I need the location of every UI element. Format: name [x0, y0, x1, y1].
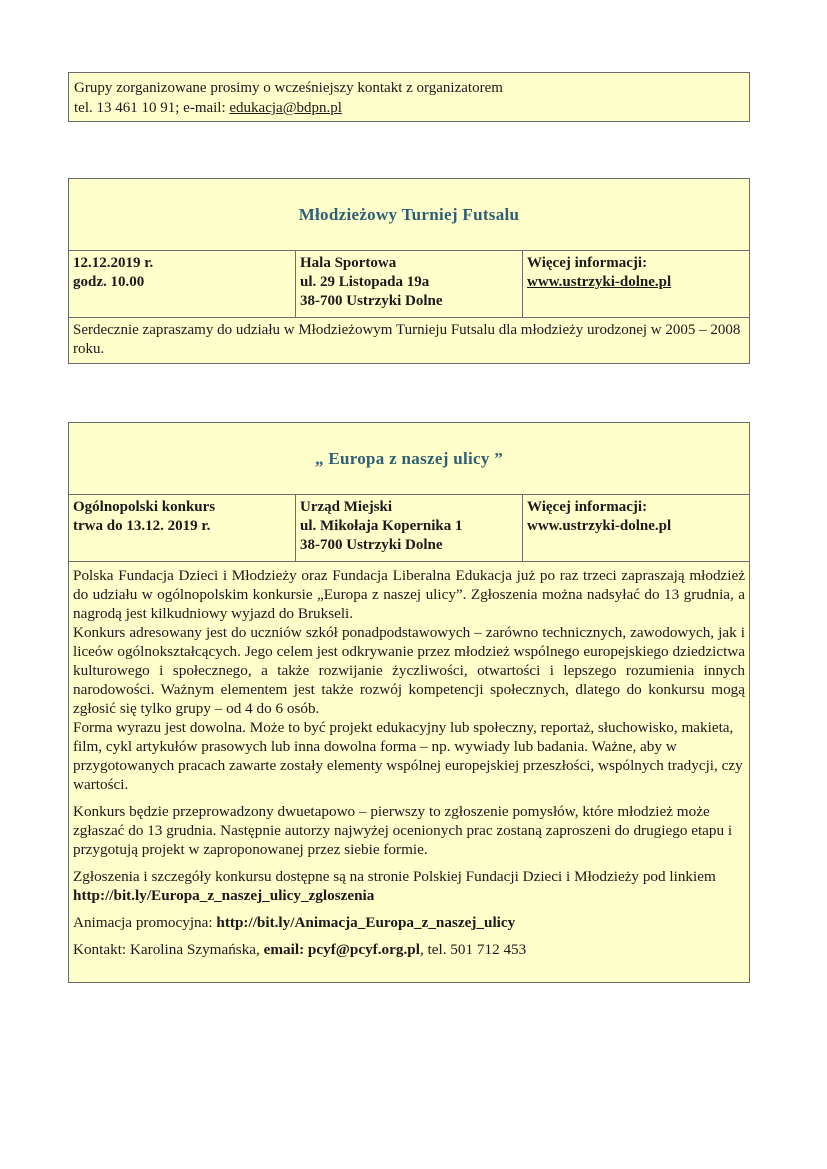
futsal-venue-cell [296, 251, 523, 317]
futsal-description: Serdecznie zapraszamy do udziału w Młodzieżowym Turnieju Futsalu dla młodzieży urodzonej w 2005 – 2008 roku. [73, 322, 741, 357]
europa-event-box [68, 422, 750, 983]
europa-promo-link[interactable]: http://bit.ly/Animacja_Europa_z_naszej_ulicy [216, 914, 516, 931]
europa-contest-cell [69, 495, 296, 561]
europa-paragraph-1: Polska Fundacja Dzieci i Młodzieży oraz Fundacja Liberalna Edukacja już po raz trzeci zapraszają młodzież do udziału w ogólnopolskim konkursie „Europa z naszej ulicy”. Zgłoszenia można nadsyłać do 13 grudnia, a nagrodą jest kilkudniowy wyjazd do Brukseli. [73, 567, 745, 622]
europa-paragraph-3: Forma wyrazu jest dowolna. Może to być projekt edukacyjny lub społeczny, reportaż, słuchowisko, makieta, film, cykl artykułów prasowych lub inna dowolna forma – np. wywiady lub badania. Ważne, aby w przygotowanych pracach zawarte zostały elementy wspólnej europejskiej przeszłości, wspólnych tradycji, czy wartości. [73, 719, 743, 793]
europa-venue-name: Urząd Miejski [300, 499, 393, 515]
europa-more-info-cell [523, 495, 749, 561]
europa-promo-label: Animacja promocyjna: [73, 914, 217, 931]
organizer-contact-details [74, 98, 744, 118]
futsal-more-info-cell [523, 251, 749, 317]
europa-more-info-link[interactable]: www.ustrzyki-dolne.pl [527, 518, 672, 534]
europa-contest-type: Ogólnopolski konkurs [73, 499, 216, 515]
organizer-contact-line: Grupy zorganizowane prosimy o wcześniejszy kontakt z organizatorem [74, 80, 503, 96]
europa-contact-phone: , tel. 501 712 453 [419, 941, 527, 958]
europa-promo [73, 913, 745, 932]
futsal-venue-name: Hala Sportowa [300, 255, 397, 271]
europa-contact-email[interactable]: email: pcyf@pcyf.org.pl [263, 941, 420, 958]
futsal-time: godz. 10.00 [73, 274, 145, 290]
organizer-email-link[interactable]: edukacja@bdpn.pl [229, 100, 342, 116]
europa-contact-label: Kontakt: Karolina Szymańska, [73, 941, 264, 958]
futsal-info-row [69, 251, 749, 318]
futsal-venue-city: 38-700 Ustrzyki Dolne [300, 293, 443, 309]
futsal-event-box [68, 178, 750, 364]
europa-paragraph-2: Konkurs adresowany jest do uczniów szkół ponadpodstawowych – zarówno technicznych, zawodowych, jak i liceów ogólnokształcących. Jego celem jest odkrywanie przez młodzież wspólnego europejskiego dziedzictwa kulturowego i społecznego, a także rozwijanie życzliwości, otwartości i lepszego rozumienia innych narodowości. Ważnym elementem jest także rozwój kompetencji społecznych, dlatego do konkursu mogą zgłosić się tylko grupy – od 4 do 6 osób. [73, 624, 745, 717]
europa-venue-street: ul. Mikołaja Kopernika 1 [300, 518, 463, 534]
europa-title: „ Europa z naszej ulicy ” [69, 423, 749, 495]
europa-registration-text: Zgłoszenia i szczegóły konkursu dostępne są na stronie Polskiej Fundacji Dzieci i Młodzieży pod linkiem [73, 868, 716, 885]
organizer-contact-box [68, 72, 750, 122]
europa-registration-link[interactable]: http://bit.ly/Europa_z_naszej_ulicy_zgloszenia [73, 887, 375, 904]
europa-more-info-label: Więcej informacji: [527, 499, 648, 515]
europa-description [69, 562, 749, 963]
europa-info-row [69, 495, 749, 562]
europa-registration [73, 867, 745, 905]
futsal-venue-street: ul. 29 Listopada 19a [300, 274, 430, 290]
futsal-more-info-link[interactable]: www.ustrzyki-dolne.pl [527, 274, 672, 290]
futsal-more-info-label: Więcej informacji: [527, 255, 648, 271]
futsal-date-cell [69, 251, 296, 317]
europa-venue-city: 38-700 Ustrzyki Dolne [300, 537, 443, 553]
europa-venue-cell [296, 495, 523, 561]
futsal-title: Młodzieżowy Turniej Futsalu [69, 179, 749, 251]
europa-deadline: trwa do 13.12. 2019 r. [73, 518, 211, 534]
europa-paragraph-4: Konkurs będzie przeprowadzony dwuetapowo – pierwszy to zgłoszenie pomysłów, które młodzież może zgłaszać do 13 grudnia. Następnie autorzy najwyżej ocenionych prac zostaną zaproszeni do drugiego etapu i przygotują projekt w zaproponowanej przez siebie formie. [73, 803, 733, 858]
organizer-phone: tel. 13 461 10 91; e-mail: [74, 100, 230, 116]
europa-contact [73, 940, 745, 959]
futsal-date: 12.12.2019 r. [73, 255, 154, 271]
